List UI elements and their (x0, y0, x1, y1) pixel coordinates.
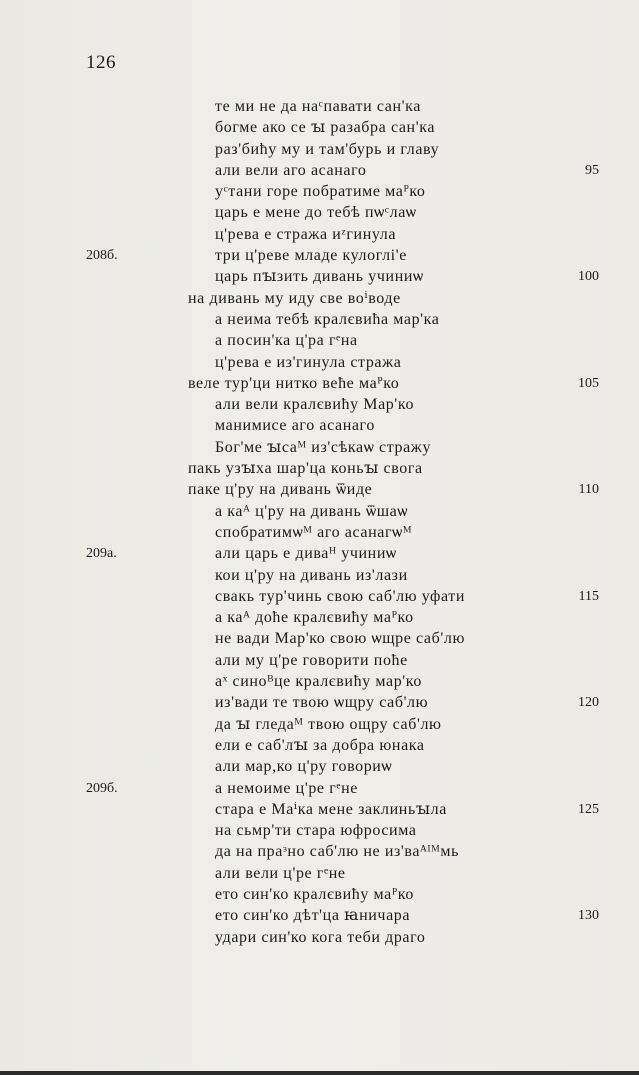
line-number: 120 (578, 695, 599, 711)
verse-text: аˣ синоᴮце кралєвиħу мар'ко (215, 673, 422, 691)
verse-line (0, 905, 639, 926)
verse-line (0, 586, 639, 607)
verse-text: али мар,ко ц'ру говориѡ (215, 758, 393, 776)
folio-reference: 209б. (86, 780, 118, 796)
verse-line (0, 288, 639, 309)
verse-line (0, 266, 639, 287)
verse-text: веле тур'ци нитко веħе маᴾко (188, 374, 400, 392)
verse-text: не вади Мар'ко свою ѡщре саб'лю (215, 630, 465, 648)
line-number: 130 (578, 908, 599, 924)
verse-text: на сьмр'ти стара юфросима (215, 822, 417, 840)
verse-text: богме ако се ꙑ разабра сан'ка (215, 119, 436, 137)
bottom-edge (0, 1071, 639, 1075)
verse-line (0, 117, 639, 138)
page-number: 126 (86, 52, 116, 73)
verse-line (0, 628, 639, 649)
verse-text: али вели ц'ре гᵉне (215, 864, 346, 882)
verse-line (0, 927, 639, 948)
verse-text: удари син'ко кога теби драго (215, 928, 426, 946)
verse-text: три ц'реве младе кулоглі'е (215, 247, 407, 265)
verse-line (0, 799, 639, 820)
verse-line (0, 139, 639, 160)
verse-text: на дивань му иду све воⁱводе (188, 289, 401, 307)
verse-line (0, 394, 639, 415)
verse-text: ц'рева е стража иᶻгинула (215, 225, 397, 243)
verse-line (0, 841, 639, 862)
verse-line (0, 543, 639, 564)
line-number: 115 (578, 588, 599, 604)
verse-line (0, 330, 639, 351)
verse-text: раз'бићу му и там'бурь и главу (215, 140, 440, 158)
verse-line (0, 565, 639, 586)
verse-text: да на праᵌно саб'лю не из'ваᴬᴵᴹмь (215, 843, 460, 861)
verse-line (0, 735, 639, 756)
verse-text: пакь узꙑха шар'ца коньꙑ свога (188, 460, 423, 478)
verse-line (0, 352, 639, 373)
verse-line (0, 373, 639, 394)
line-number: 95 (585, 162, 599, 178)
verse-text: из'вади те твою ѡщру саб'лю (215, 694, 429, 712)
verse-line (0, 671, 639, 692)
verse-text: а неима тебѣ кралєвиħа мар'ка (215, 310, 440, 328)
verse-line (0, 245, 639, 266)
verse-text: ето син'ко кралєвиħу маᴾко (215, 885, 414, 903)
verse-line (0, 756, 639, 777)
verse-text: Бог'ме ꙑсаᴹ из'сѣкаѡ стражу (215, 438, 432, 456)
verse-line (0, 437, 639, 458)
verse-line (0, 692, 639, 713)
folio-reference: 209а. (86, 546, 117, 562)
verse-text: а немоиме ц'ре гᵉне (215, 779, 358, 797)
verse-line (0, 224, 639, 245)
verse-line (0, 820, 639, 841)
verse-text: спобратимѡᴹ аго асанагѡᴹ (215, 523, 413, 541)
verse-text: ели е саб'лꙑ за добра юнака (215, 736, 425, 754)
verse-text: царь е мене до тебѣ пѡᶜлаѡ (215, 204, 417, 222)
verse-line (0, 96, 639, 117)
verse-text: али му ц'ре говорити поħе (215, 651, 408, 669)
verse-text: те ми не да наᶜпавати сан'ка (215, 98, 421, 115)
line-number: 110 (578, 482, 599, 498)
verse-line (0, 650, 639, 671)
verse-line (0, 884, 639, 905)
verse-line (0, 501, 639, 522)
line-number: 105 (578, 375, 599, 391)
verse-text: а посин'ка ц'ра гᵉна (215, 332, 358, 350)
verse-line (0, 202, 639, 223)
line-number: 100 (578, 269, 599, 285)
verse-text: царь пꙑзить дивань учиниѡ (215, 268, 424, 286)
verse-text: ето син'ко дѣт'ца ꙗничара (215, 907, 411, 925)
verse-text: а каᴬ доħе кралєвиħу маᴾко (215, 609, 414, 627)
verse-text: али вели аго асанаго (215, 161, 367, 179)
verse-line (0, 863, 639, 884)
verse-line (0, 181, 639, 202)
verse-line (0, 160, 639, 181)
verse-line (0, 415, 639, 436)
verse-line (0, 479, 639, 500)
verse-list (0, 96, 639, 948)
verse-text: да ꙑ гледаᴹ твою ощру саб'лю (215, 715, 442, 733)
line-number: 125 (578, 801, 599, 817)
verse-text: свакь тур'чинь свою саб'лю уфати (215, 587, 466, 605)
verse-line (0, 714, 639, 735)
verse-line (0, 309, 639, 330)
verse-text: али вели кралєвиħу Мар'ко (215, 396, 415, 414)
verse-text: уᶜтани горе побратиме маᴾко (215, 183, 426, 201)
verse-text: паке ц'ру на дивань ѿиде (188, 481, 373, 499)
verse-text: кои ц'ру на дивань из'лази (215, 566, 408, 584)
folio-reference: 208б. (86, 248, 118, 264)
verse-text: а каᴬ ц'ру на дивань ѿшаѡ (215, 502, 409, 520)
verse-text: ц'рева е из'гинула стража (215, 353, 402, 371)
verse-text: стара е Маⁱка мене заклиньꙑла (215, 800, 447, 818)
verse-text: манимисе аго асанаго (215, 417, 375, 435)
verse-line (0, 458, 639, 479)
verse-line (0, 778, 639, 799)
verse-line (0, 522, 639, 543)
verse-text: али царь е диваᴴ учиниѡ (215, 545, 397, 563)
verse-line (0, 607, 639, 628)
